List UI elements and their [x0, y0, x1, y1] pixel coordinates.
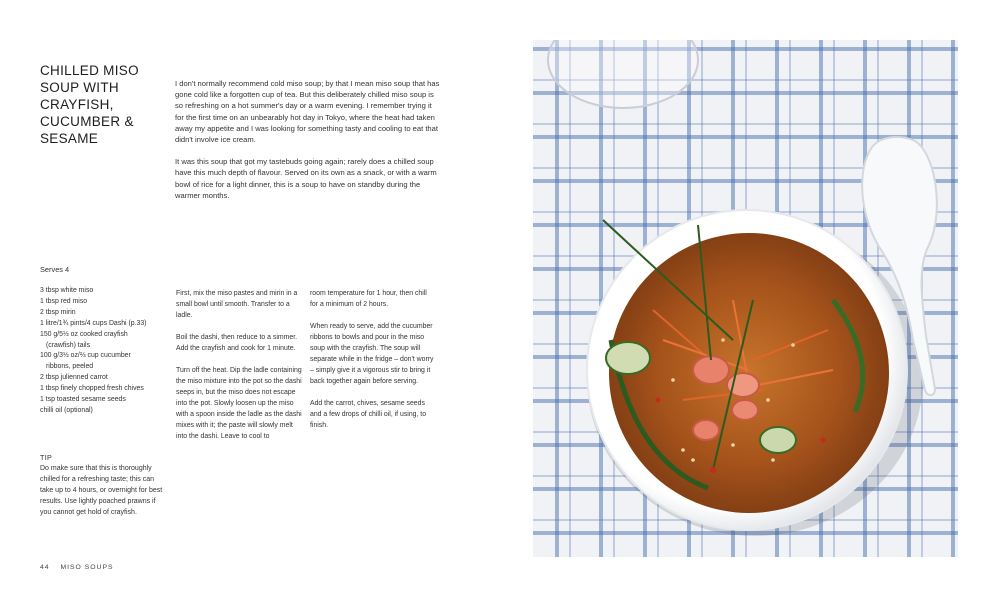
ingredient-item: [40, 308, 165, 319]
crayfish-tail: [693, 420, 719, 440]
method-step: First, mix the miso pastes and mirin in a small bowl until smooth. Transfer to a ladle.: [176, 290, 298, 319]
title-line: SOUP WITH: [40, 80, 119, 95]
page-number: 44: [40, 564, 50, 571]
serves-label: Serves 4: [40, 265, 70, 274]
ingredient-text: 1 tbsp red miso: [40, 297, 88, 305]
sesame-seed: [766, 398, 770, 402]
sesame-seed: [681, 448, 685, 452]
chilli-oil-drop: [821, 438, 826, 443]
ingredient-item: [40, 319, 165, 330]
cucumber-slice: [760, 427, 796, 453]
sesame-seed: [721, 338, 725, 342]
title-line: CHILLED MISO: [40, 63, 139, 78]
ingredient-text: 1 tsp toasted sesame seeds: [40, 396, 126, 404]
page-footer: [40, 564, 114, 571]
chilli-oil-drop: [656, 398, 661, 403]
method-step: Turn off the heat. Dip the ladle containing the miso mixture into the pot so the dashi seeps in, but the miso does not escape into the pot. Slowly loosen up the miso with a spoon inside the ladle as the dashi mixes with it; the paste will slowly melt into the dashi. Leave to cool to: [176, 367, 302, 440]
ingredient-continuation: ribbons, peeled: [46, 363, 94, 371]
ingredient-item: [40, 395, 165, 406]
title-line: CRAYFISH,: [40, 97, 114, 112]
chilli-oil-drop: [710, 467, 716, 473]
ingredient-text: 1 litre/1¾ pints/4 cups Dashi (p.33): [40, 319, 147, 327]
recipe-title: [40, 62, 170, 147]
soup-photo: [533, 40, 958, 557]
intro-paragraph: It was this soup that got my tastebuds going again; rarely does a chilled soup have this much depth of flavour. Served on its own as a snack, or with a warm bowl of rice for a light dinner, this is a soup to have on standby during the warmer months.: [175, 157, 437, 200]
sesame-seed: [691, 458, 695, 462]
title-line: CUCUMBER &: [40, 114, 134, 129]
sesame-seed: [791, 343, 795, 347]
recipe-introduction: [175, 78, 440, 212]
glass-rim: [548, 40, 698, 108]
sesame-seed: [771, 458, 775, 462]
sesame-seed: [671, 378, 675, 382]
intro-paragraph: I don't normally recommend cold miso soup; by that I mean miso soup that has gone cold like a forgotten cup of tea. But this deliberately chilled miso soup is so refreshing on a hot summer's day or a warm evening. I remember trying it for the first time on an unbearably hot day in Tokyo, where the heat had taken away my appetite and I was looking for something tasty and cooling to eat that didn't involve ice cream.: [175, 79, 440, 145]
ingredient-item: [40, 373, 165, 384]
ingredient-text: 100 g/3½ oz/⅔ cup cucumber: [40, 352, 131, 360]
method-step: When ready to serve, add the cucumber ribbons to bowls and pour in the miso soup with the crayfish. The soup will separate while in the fridge – don't worry – simply give it a vigorous stir to bring it back together again before serving.: [310, 323, 434, 385]
ingredient-item: [40, 406, 165, 417]
crayfish-tail: [693, 356, 729, 384]
ingredient-item: [40, 286, 165, 297]
ingredient-text: 2 tbsp julienned carrot: [40, 374, 108, 382]
crayfish-tail: [732, 400, 758, 420]
method-step: room temperature for 1 hour, then chill for a minimum of 2 hours.: [310, 290, 427, 308]
tip-heading: TIP: [40, 453, 53, 462]
sesame-seed: [731, 443, 735, 447]
section-name: MISO SOUPS: [60, 564, 114, 571]
ingredient-item: [40, 351, 165, 373]
ingredient-item: [40, 297, 165, 308]
ingredient-continuation: (crawfish) tails: [46, 341, 91, 349]
method-step: Boil the dashi, then reduce to a simmer. Add the crayfish and cook for 1 minute.: [176, 334, 298, 352]
ingredient-item: [40, 330, 165, 352]
ingredient-text: 150 g/5½ oz cooked crayfish: [40, 330, 128, 338]
ingredient-text: 1 tbsp finely chopped fresh chives: [40, 385, 144, 393]
ingredient-item: [40, 384, 165, 395]
method-step: Add the carrot, chives, sesame seeds and a few drops of chilli oil, if using, to finish.: [310, 400, 427, 429]
ingredient-text: chilli oil (optional): [40, 406, 93, 414]
ingredient-list: [40, 286, 165, 417]
method-column-2: [310, 288, 436, 442]
tip-text: Do make sure that this is thoroughly chilled for a refreshing taste; this can take up to 4 hours, or overnight for best results. Use lightly poached prawns if you cannot get hold of crayfish.: [40, 465, 163, 516]
ingredient-text: 2 tbsp mirin: [40, 308, 76, 316]
method-column-1: [176, 288, 302, 453]
ingredient-text: 3 tbsp white miso: [40, 287, 94, 294]
title-line: SESAME: [40, 131, 99, 146]
cucumber-slice: [606, 342, 650, 374]
soup-bowl-illustration: [533, 40, 958, 557]
